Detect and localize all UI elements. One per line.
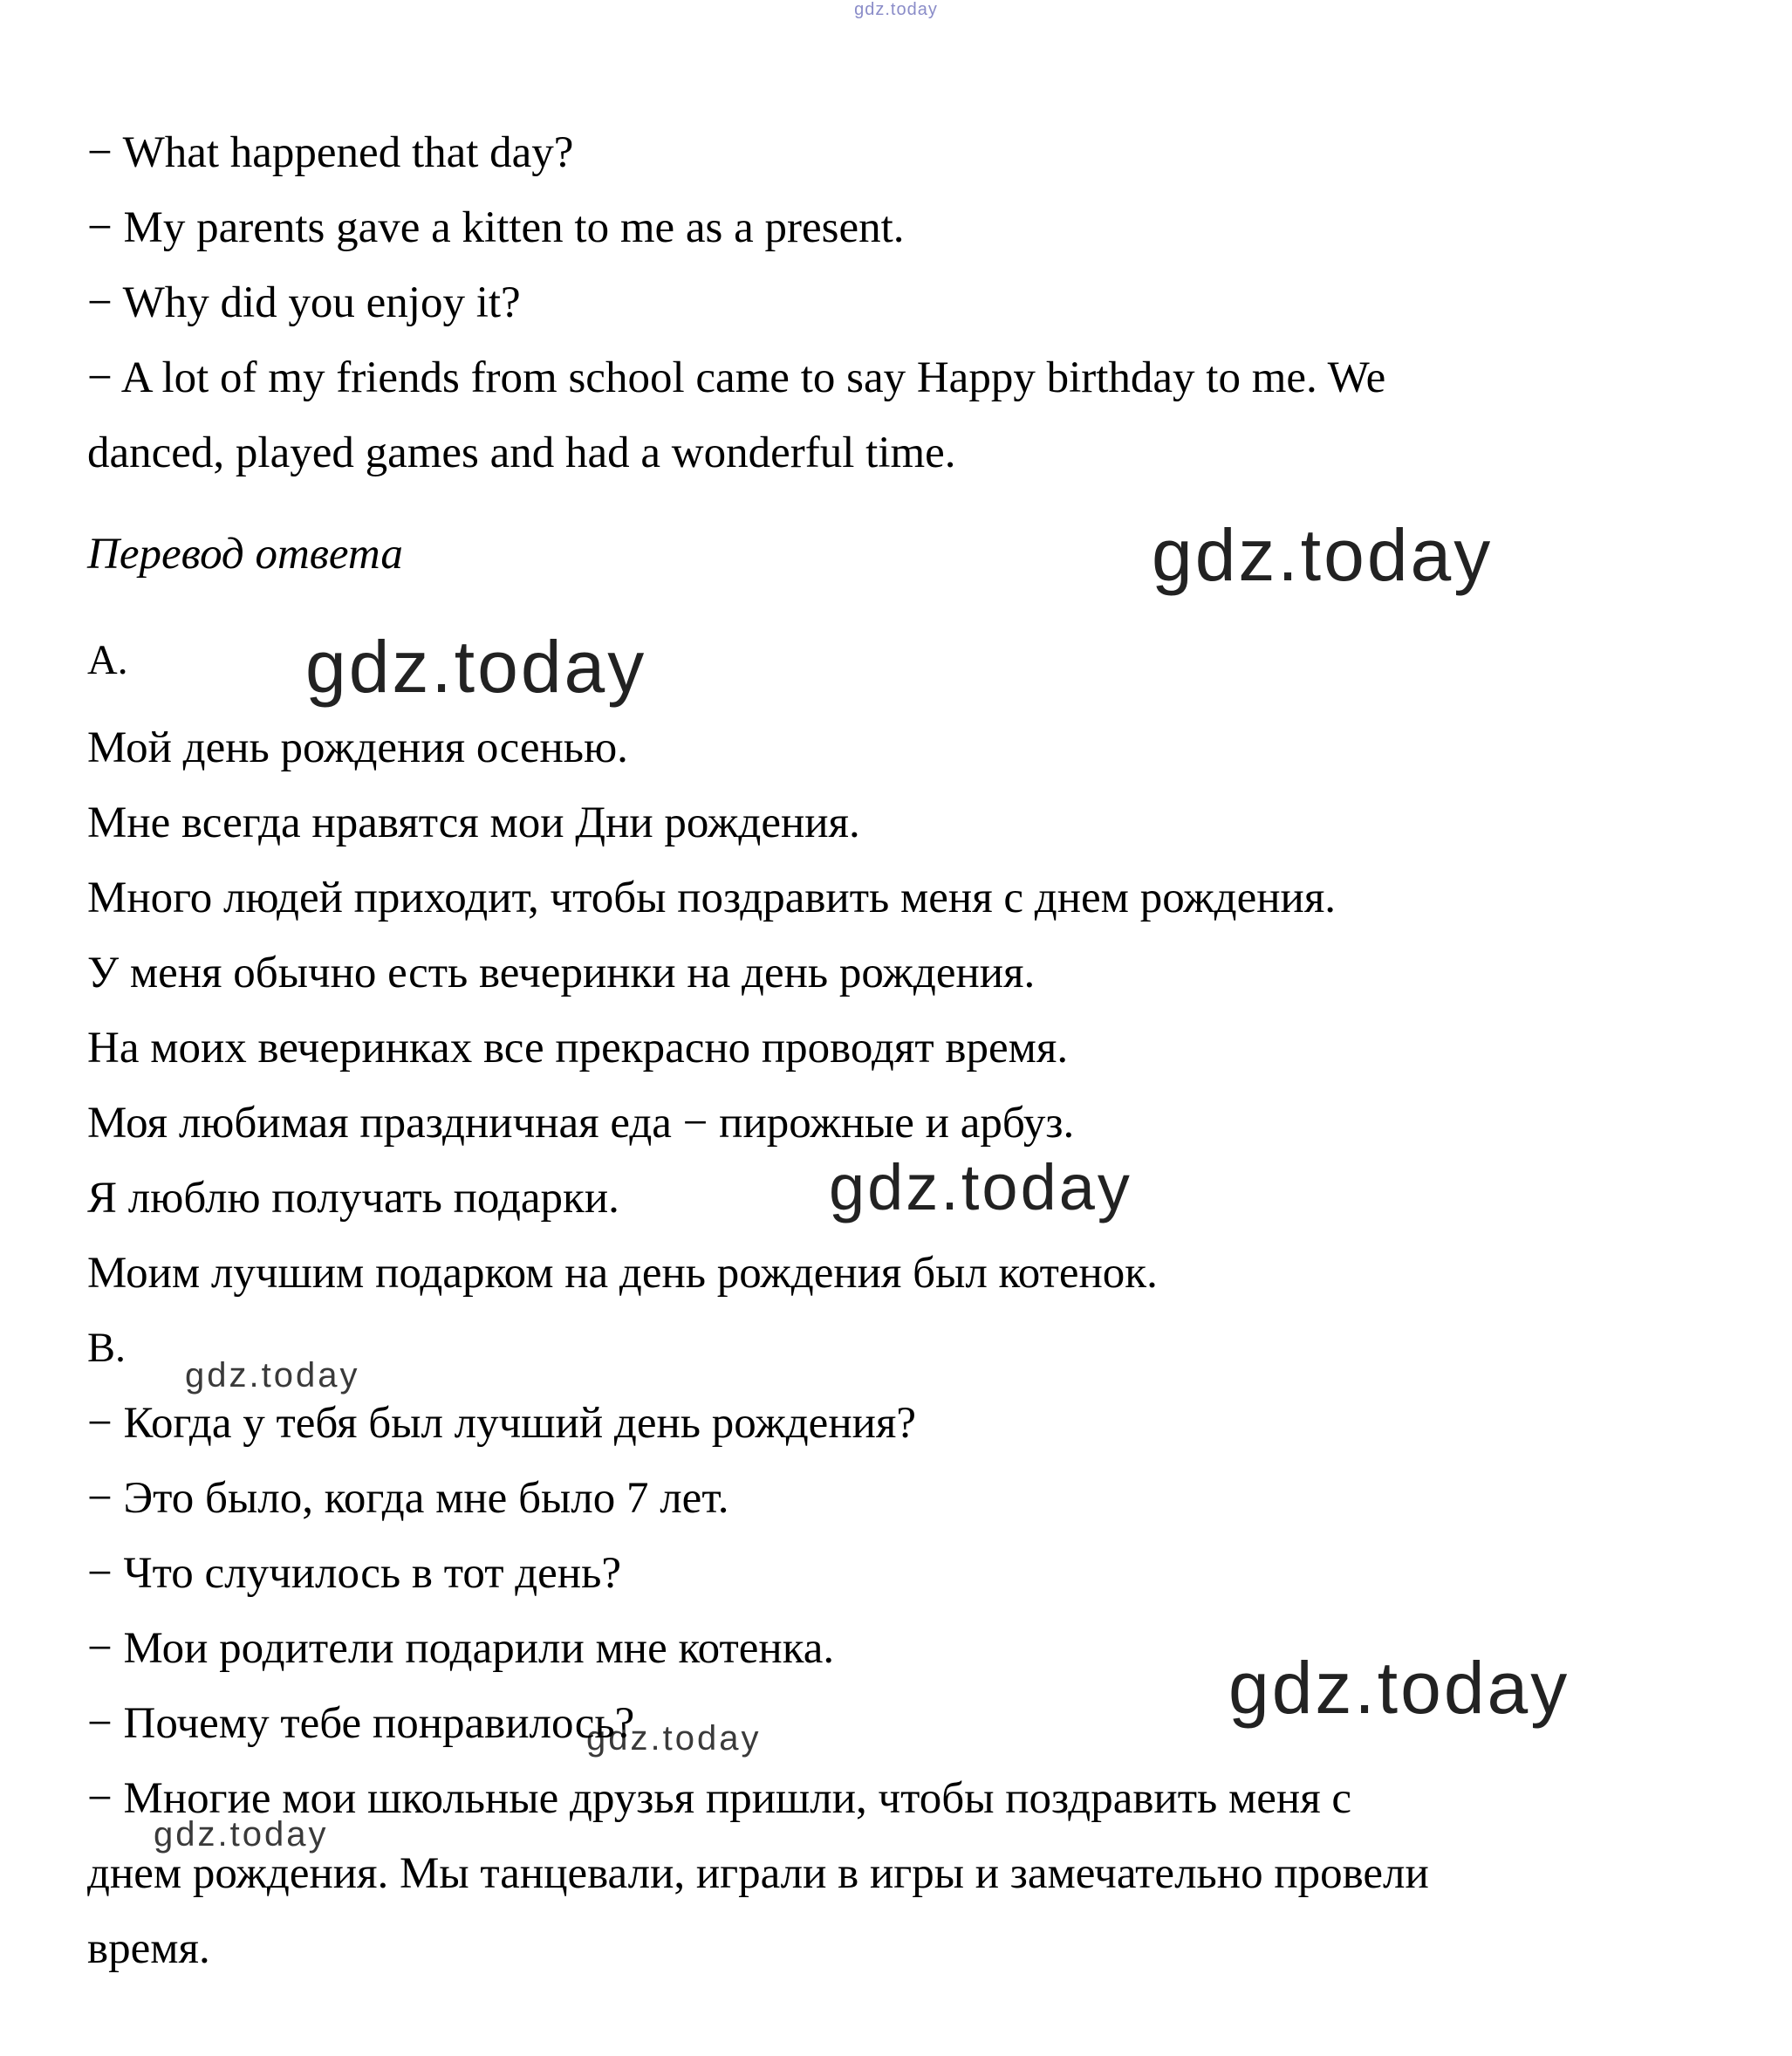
text-line: danced, played games and had a wonderful time. (87, 428, 956, 477)
text-line: − A lot of my friends from school came to say Happy birthday to me. We (87, 353, 1386, 402)
watermark-small-3: gdz.today (154, 1815, 329, 1854)
text-line: Много людей приходит, чтобы поздравить меня с днем рождения. (87, 874, 1337, 922)
text-line: − Что случилось в тот день? (87, 1549, 621, 1598)
text-line: Мне всегда нравятся мои Дни рождения. (87, 798, 860, 847)
text-line: Моя любимая праздничная еда − пирожные и арбуз. (87, 1099, 1075, 1148)
section-b-label: B. (87, 1325, 127, 1371)
text-line: − Why did you enjoy it? (87, 278, 521, 327)
text-line: время. (87, 1924, 210, 1973)
text-line: Я люблю получать подарки. (87, 1174, 619, 1223)
text-line: − My parents gave a kitten to me as a present. (87, 203, 905, 252)
text-line: На моих вечеринках все прекрасно проводят время. (87, 1024, 1069, 1073)
text-line: У меня обычно есть вечеринки на день рождения. (87, 949, 1036, 997)
text-line: − What happened that day? (87, 128, 574, 177)
watermark-large-right: gdz.today (1152, 514, 1494, 596)
watermark-top: gdz.today (854, 0, 938, 19)
section-b-translation (87, 1386, 1736, 1986)
watermark-middle: gdz.today (829, 1151, 1132, 1223)
section-a-translation (87, 710, 1736, 1311)
text-line: − Мои родители подарили мне котенка. (87, 1624, 835, 1673)
text-line: − Когда у тебя был лучший день рождения? (87, 1399, 916, 1448)
section-a-label: A. (87, 637, 128, 683)
watermark-large-bottom: gdz.today (1228, 1647, 1570, 1729)
watermark-small-2: gdz.today (586, 1719, 762, 1758)
document-body (87, 115, 1736, 1986)
text-line: − Это было, когда мне было 7 лет. (87, 1474, 729, 1523)
text-line: − Почему тебе понравилось? (87, 1699, 635, 1748)
text-line: − Многие мои школьные друзья пришли, чтобы поздравить меня с (87, 1774, 1352, 1823)
english-dialogue (87, 115, 1736, 490)
text-line: днем рождения. Мы танцевали, играли в игры и замечательно провели (87, 1849, 1429, 1898)
translation-heading: Перевод ответа (87, 530, 403, 579)
text-line: Моим лучшим подарком на день рождения был котенок. (87, 1249, 1158, 1298)
text-line: Мой день рождения осенью. (87, 723, 628, 772)
watermark-small-1: gdz.today (185, 1356, 360, 1395)
watermark-large-left: gdz.today (305, 626, 647, 708)
